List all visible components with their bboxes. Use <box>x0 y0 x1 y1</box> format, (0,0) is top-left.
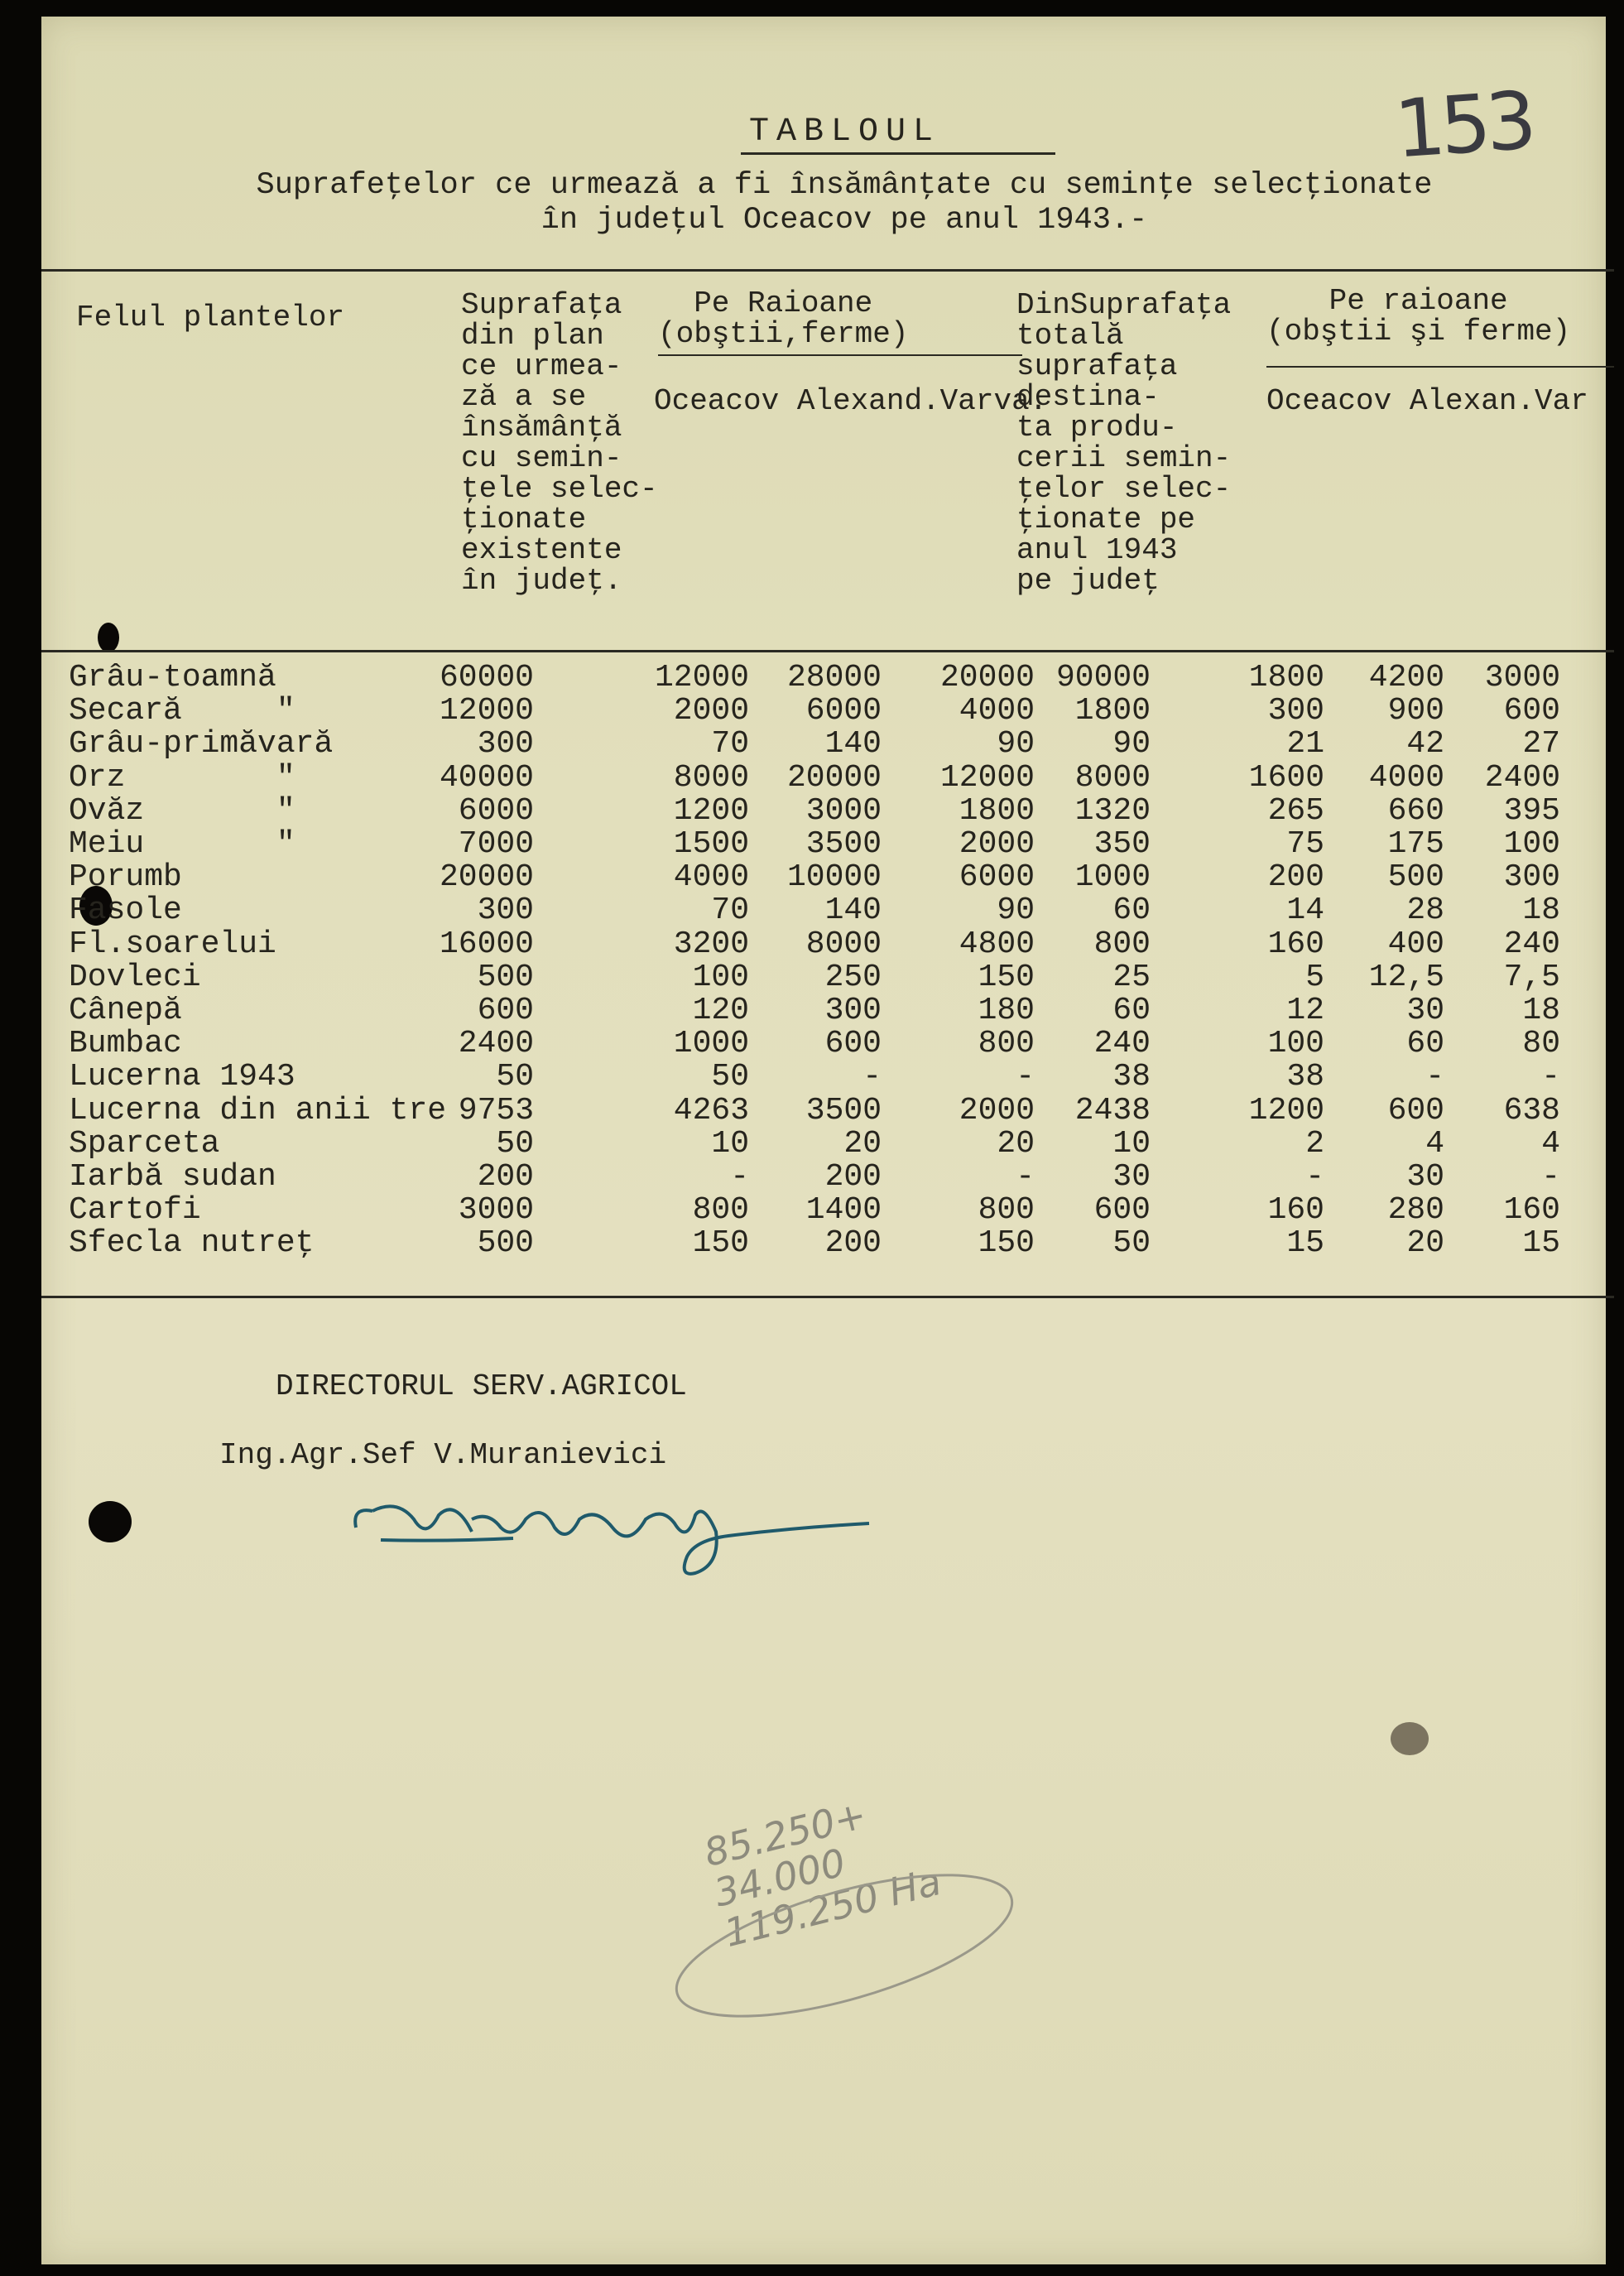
cell-varva: 180 <box>978 993 1035 1028</box>
cell-oceacov-2: 2 <box>1305 1125 1324 1162</box>
cell-alexand: - <box>862 1059 882 1095</box>
cell-alexand: 1400 <box>805 1192 882 1229</box>
table-row <box>0 893 1624 927</box>
cell-plant: Secară " <box>69 693 295 729</box>
cell-alexand: 8000 <box>805 926 882 962</box>
cell-oceacov: 8000 <box>673 759 749 796</box>
cell-oceacov-2: 1200 <box>1248 1092 1324 1128</box>
cell-din-total: 350 <box>1093 826 1151 862</box>
cell-alexan-2: 175 <box>1387 826 1444 862</box>
cell-alexan-2: 12,5 <box>1368 959 1444 995</box>
cell-oceacov: 1000 <box>673 1026 749 1062</box>
cell-din-total: 90 <box>1112 726 1151 763</box>
cell-alexand: 20000 <box>786 759 882 796</box>
cell-varva-2: 80 <box>1522 1026 1560 1062</box>
table-header-rule <box>41 650 1614 652</box>
cell-oceacov: 10 <box>711 1125 749 1162</box>
cell-varva: 6000 <box>959 859 1035 896</box>
cell-total: 300 <box>477 726 534 763</box>
cell-alexan-2: 20 <box>1406 1225 1444 1262</box>
cell-alexand: 3500 <box>805 1092 882 1128</box>
cell-din-total: 60 <box>1112 993 1151 1028</box>
cell-oceacov-2: 5 <box>1305 959 1324 995</box>
cell-oceacov-2: 265 <box>1267 792 1324 829</box>
cell-alexand: 3500 <box>805 826 882 862</box>
header-felul: Felul plantelor <box>76 301 345 334</box>
cell-alexand: 200 <box>824 1225 882 1262</box>
table-top-rule <box>41 269 1614 272</box>
cell-plant: Fl.soarelui <box>69 926 276 962</box>
cell-varva: 800 <box>978 1192 1035 1229</box>
cell-varva: 20 <box>997 1125 1035 1162</box>
cell-oceacov-2: 100 <box>1267 1026 1324 1062</box>
cell-varva: 20000 <box>939 660 1035 695</box>
table-row <box>0 794 1624 828</box>
cell-plant: Grâu-toamnă <box>69 660 276 695</box>
cell-oceacov: 100 <box>692 959 749 995</box>
cell-varva-2: 100 <box>1503 826 1560 862</box>
cell-total: 9753 <box>458 1092 534 1128</box>
cell-alexan-2: 28 <box>1406 893 1444 929</box>
cell-oceacov-2: 38 <box>1286 1059 1324 1095</box>
cell-total: 6000 <box>458 792 534 829</box>
table-row <box>0 827 1624 861</box>
cell-total: 500 <box>477 959 534 995</box>
table-row <box>0 960 1624 994</box>
cell-varva-2: 2400 <box>1484 759 1560 796</box>
cell-alexand: 28000 <box>786 660 882 695</box>
cell-oceacov: 1200 <box>673 792 749 829</box>
cell-varva-2: - <box>1541 1159 1560 1195</box>
cell-plant: Sparceta <box>69 1125 220 1162</box>
cell-alexand: 20 <box>843 1125 882 1162</box>
cell-plant: Cartofi <box>69 1192 201 1229</box>
cell-varva-2: 395 <box>1503 792 1560 829</box>
pencil-note: 85.250+ 34.000 119.250 Ha <box>699 1792 946 1956</box>
cell-plant: Ovăz " <box>69 792 295 829</box>
table-row <box>0 694 1624 728</box>
cell-alexan-2: 280 <box>1387 1192 1444 1229</box>
cell-plant: Grâu-primăvară <box>69 726 334 763</box>
table-row <box>0 1226 1624 1260</box>
cell-total: 2400 <box>458 1026 534 1062</box>
cell-total: 500 <box>477 1225 534 1262</box>
cell-oceacov: 12000 <box>654 660 749 695</box>
cell-varva-2: 27 <box>1522 726 1560 763</box>
cell-oceacov: - <box>730 1159 749 1195</box>
cell-plant: Bumbac <box>69 1026 182 1062</box>
cell-alexan-2: 660 <box>1387 792 1444 829</box>
cell-alexand: 6000 <box>805 693 882 729</box>
cell-din-total: 1320 <box>1074 792 1151 829</box>
cell-varva-2: 160 <box>1503 1192 1560 1229</box>
cell-alexan-2: 400 <box>1387 926 1444 962</box>
cell-plant: Cânepă <box>69 993 182 1028</box>
cell-din-total: 90000 <box>1055 660 1151 695</box>
cell-alexan-2: 42 <box>1406 726 1444 763</box>
cell-oceacov-2: 200 <box>1267 859 1324 896</box>
cell-oceacov-2: 21 <box>1286 726 1324 763</box>
page-number: 153 <box>1391 74 1535 176</box>
cell-plant: Orz " <box>69 759 295 796</box>
cell-total: 20000 <box>439 859 534 896</box>
cell-oceacov: 120 <box>692 993 749 1028</box>
table-row <box>0 860 1624 894</box>
cell-total: 50 <box>496 1125 534 1162</box>
cell-plant: Fasole <box>69 893 182 929</box>
header-raioane-1: Oceacov Alexand.Varva. <box>654 384 1048 418</box>
cell-total: 16000 <box>439 926 534 962</box>
cell-varva: - <box>1016 1059 1035 1095</box>
cell-oceacov-2: 160 <box>1267 1192 1324 1229</box>
cell-varva-2: 3000 <box>1484 660 1560 695</box>
cell-alexan-2: - <box>1425 1059 1444 1095</box>
cell-alexan-2: 30 <box>1406 1159 1444 1195</box>
cell-din-total: 600 <box>1093 1192 1151 1229</box>
cell-oceacov-2: 14 <box>1286 893 1324 929</box>
cell-din-total: 50 <box>1112 1225 1151 1262</box>
cell-varva-2: 18 <box>1522 993 1560 1028</box>
cell-oceacov-2: 75 <box>1286 826 1324 862</box>
cell-total: 40000 <box>439 759 534 796</box>
cell-oceacov-2: 1800 <box>1248 660 1324 695</box>
table-row <box>0 661 1624 695</box>
cell-alexan-2: 900 <box>1387 693 1444 729</box>
cell-alexan-2: 60 <box>1406 1026 1444 1062</box>
cell-oceacov: 70 <box>711 726 749 763</box>
cell-alexand: 140 <box>824 893 882 929</box>
cell-varva: 4000 <box>959 693 1035 729</box>
table-row <box>0 727 1624 761</box>
table-row <box>0 1127 1624 1161</box>
table-row <box>0 994 1624 1027</box>
cell-varva: 150 <box>978 1225 1035 1262</box>
cell-din-total: 800 <box>1093 926 1151 962</box>
cell-total: 12000 <box>439 693 534 729</box>
director-title: DIRECTORUL SERV.AGRICOL <box>276 1369 687 1403</box>
cell-alexan-2: 600 <box>1387 1092 1444 1128</box>
cell-oceacov: 70 <box>711 893 749 929</box>
cell-oceacov: 1500 <box>673 826 749 862</box>
cell-varva: 150 <box>978 959 1035 995</box>
table-row <box>0 1027 1624 1061</box>
cell-plant: Iarbă sudan <box>69 1159 276 1195</box>
cell-varva: 90 <box>997 893 1035 929</box>
title-underline <box>741 152 1055 155</box>
table-row <box>0 1094 1624 1128</box>
cell-varva-2: - <box>1541 1059 1560 1095</box>
header-suprafata: Suprafaţa din plan ce urmea- ză a se însămânţă cu semin- ţele selec- ţionate existente în judeţ. <box>461 288 658 598</box>
cell-oceacov-2: 12 <box>1286 993 1324 1028</box>
table-row <box>0 761 1624 795</box>
binder-hole <box>89 1501 132 1542</box>
table-row <box>0 1160 1624 1194</box>
cell-plant: Lucerna 1943 <box>69 1059 295 1095</box>
cell-alexand: 10000 <box>786 859 882 896</box>
cell-alexan-2: 500 <box>1387 859 1444 896</box>
cell-varva: - <box>1016 1159 1035 1195</box>
cell-din-total: 2438 <box>1074 1092 1151 1128</box>
cell-oceacov-2: 300 <box>1267 693 1324 729</box>
cell-total: 60000 <box>439 660 534 695</box>
cell-varva-2: 7,5 <box>1503 959 1560 995</box>
header-pe-raioane-2: Pe raioane (obştii şi ferme) <box>1266 284 1571 349</box>
table-row <box>0 1060 1624 1094</box>
cell-varva: 800 <box>978 1026 1035 1062</box>
cell-varva-2: 600 <box>1503 693 1560 729</box>
cell-din-total: 240 <box>1093 1026 1151 1062</box>
cell-total: 600 <box>477 993 534 1028</box>
cell-alexand: 140 <box>824 726 882 763</box>
cell-plant: Dovleci <box>69 959 201 995</box>
cell-plant: Meiu " <box>69 826 295 862</box>
cell-oceacov: 4000 <box>673 859 749 896</box>
cell-din-total: 8000 <box>1074 759 1151 796</box>
cell-din-total: 30 <box>1112 1159 1151 1195</box>
pencil-circle <box>654 1838 1035 2053</box>
cell-din-total: 25 <box>1112 959 1151 995</box>
cell-alexand: 300 <box>824 993 882 1028</box>
handwritten-signature <box>348 1482 877 1581</box>
cell-din-total: 1800 <box>1074 693 1151 729</box>
cell-oceacov: 2000 <box>673 693 749 729</box>
header-din-suprafata: DinSuprafaţa totală suprafaţa destina- ta produ- cerii semin- ţelor selec- ţionate pe anul 1943 pe judeţ <box>1016 288 1232 598</box>
cell-oceacov-2: 15 <box>1286 1225 1324 1262</box>
cell-total: 7000 <box>458 826 534 862</box>
cell-plant: Lucerna din anii tre <box>69 1092 447 1128</box>
cell-varva: 2000 <box>959 1092 1035 1128</box>
cell-varva-2: 15 <box>1522 1225 1560 1262</box>
cell-plant: Porumb <box>69 859 182 896</box>
header-pe-raioane-1: Pe Raioane (obştii,ferme) <box>658 286 909 351</box>
cell-oceacov: 50 <box>711 1059 749 1095</box>
cell-varva: 12000 <box>939 759 1035 796</box>
header-raioane-2: Oceacov Alexan.Var <box>1266 384 1588 418</box>
cell-oceacov: 800 <box>692 1192 749 1229</box>
document-subtitle: Suprafeţelor ce urmează a fi însămânţate cu seminţe selecţionate în judeţul Oceacov pe anul 1943.- <box>256 168 1433 238</box>
cell-total: 300 <box>477 893 534 929</box>
cell-alexand: 3000 <box>805 792 882 829</box>
cell-alexand: 600 <box>824 1026 882 1062</box>
cell-alexan-2: 30 <box>1406 993 1444 1028</box>
cell-oceacov: 3200 <box>673 926 749 962</box>
cell-varva-2: 638 <box>1503 1092 1560 1128</box>
document-title: TABLOUL <box>749 113 941 151</box>
cell-oceacov: 4263 <box>673 1092 749 1128</box>
paper-stain <box>1391 1722 1429 1755</box>
table-row <box>0 927 1624 961</box>
header-pe-raioane-1-rule <box>658 354 1022 356</box>
cell-din-total: 1000 <box>1074 859 1151 896</box>
cell-din-total: 60 <box>1112 893 1151 929</box>
cell-total: 200 <box>477 1159 534 1195</box>
cell-varva: 90 <box>997 726 1035 763</box>
cell-alexand: 200 <box>824 1159 882 1195</box>
cell-oceacov-2: - <box>1305 1159 1324 1195</box>
cell-varva-2: 300 <box>1503 859 1560 896</box>
table-bottom-rule <box>41 1296 1614 1298</box>
cell-varva: 2000 <box>959 826 1035 862</box>
cell-alexan-2: 4 <box>1425 1125 1444 1162</box>
cell-oceacov-2: 1600 <box>1248 759 1324 796</box>
cell-total: 3000 <box>458 1192 534 1229</box>
cell-total: 50 <box>496 1059 534 1095</box>
cell-varva-2: 4 <box>1541 1125 1560 1162</box>
director-name: Ing.Agr.Sef V.Muranievici <box>219 1438 667 1472</box>
binder-hole <box>98 623 119 652</box>
table-row <box>0 1193 1624 1227</box>
cell-varva: 4800 <box>959 926 1035 962</box>
cell-alexan-2: 4200 <box>1368 660 1444 695</box>
cell-varva: 1800 <box>959 792 1035 829</box>
cell-varva-2: 18 <box>1522 893 1560 929</box>
cell-varva-2: 240 <box>1503 926 1560 962</box>
cell-din-total: 38 <box>1112 1059 1151 1095</box>
cell-alexand: 250 <box>824 959 882 995</box>
cell-din-total: 10 <box>1112 1125 1151 1162</box>
cell-oceacov-2: 160 <box>1267 926 1324 962</box>
cell-plant: Sfecla nutreţ <box>69 1225 315 1262</box>
cell-oceacov: 150 <box>692 1225 749 1262</box>
cell-alexan-2: 4000 <box>1368 759 1444 796</box>
header-pe-raioane-2-rule <box>1266 366 1614 368</box>
